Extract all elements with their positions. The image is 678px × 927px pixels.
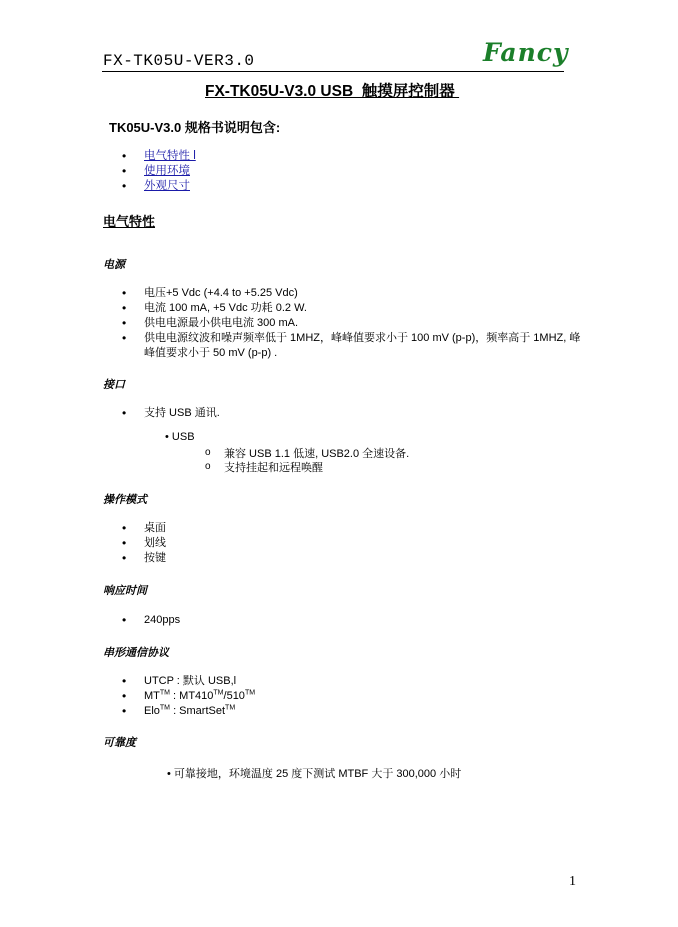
reliability-heading: 可靠度	[103, 737, 136, 749]
protocol-list	[118, 674, 584, 719]
list-item: • 电压+5 Vdc (+4.4 to +5.25 Vdc)	[118, 286, 584, 301]
list-item: o 支持挂起和远程唤醒	[205, 461, 409, 475]
toc-item	[118, 164, 196, 179]
spec-subtitle: TK05U-V3.0 规格书说明包含:	[109, 120, 281, 135]
document-title: FX-TK05U-V3.0 USB 触摸屏控制器	[205, 83, 460, 100]
list-item: • 支持 USB 通讯.	[118, 406, 584, 421]
power-heading: 电源	[103, 259, 125, 271]
list-item: • Elo™ : SmartSet™	[118, 704, 584, 719]
page-number: 1	[569, 874, 576, 889]
toc-link-dimensions[interactable]: 外观尺寸	[144, 180, 190, 192]
usb-sublist	[165, 431, 195, 443]
list-item: • 供电电源最小供电电流 300 mA.	[118, 316, 584, 331]
power-list	[118, 286, 584, 361]
fancy-logo: Fancy	[483, 38, 569, 67]
list-item: • 供电电源纹波和噪声频率低于 1MHZ，峰峰值要求小于 100 mV (p-p)，频率高于 1MHZ, 峰峰值要求小于 50 mV (p-p) .	[118, 331, 584, 361]
modes-heading: 操作模式	[103, 494, 147, 506]
table-of-contents	[118, 149, 196, 194]
list-item: • 划线	[118, 536, 584, 551]
reliability-bullet: •	[167, 768, 174, 780]
toc-item	[118, 179, 196, 194]
modes-list	[118, 521, 584, 566]
usb-bullet: •	[165, 431, 172, 443]
list-item: • MT™ : MT410™/510™	[118, 689, 584, 704]
list-item: • 按键	[118, 551, 584, 566]
reliability-item: • 可靠接地，环境温度 25 度下测试 MTBF 大于 300,000 小时	[167, 768, 462, 780]
section-title-electrical: 电气特性	[103, 214, 156, 229]
header-divider	[102, 71, 564, 72]
toc-link-environment[interactable]: 使用环境	[144, 165, 190, 177]
toc-link-electrical[interactable]: 电气特性 l	[144, 150, 196, 162]
response-heading: 响应时间	[103, 585, 147, 597]
list-item: • 桌面	[118, 521, 584, 536]
protocol-heading: 串形通信协议	[103, 647, 169, 659]
toc-item	[118, 149, 196, 164]
list-item: o 兼容 USB 1.1 低速, USB2.0 全速设备.	[205, 447, 409, 461]
list-item: • UTCP : 默认 USB,l	[118, 674, 584, 689]
interface-list	[118, 406, 584, 421]
response-list	[118, 613, 584, 628]
interface-heading: 接口	[103, 379, 125, 391]
usb-features	[205, 447, 409, 475]
list-item: • 电流 100 mA, +5 Vdc 功耗 0.2 W.	[118, 301, 584, 316]
document-code: FX-TK05U-VER3.0	[103, 52, 255, 70]
list-item: • 240pps	[118, 613, 584, 628]
usb-label: USB	[171, 431, 195, 443]
